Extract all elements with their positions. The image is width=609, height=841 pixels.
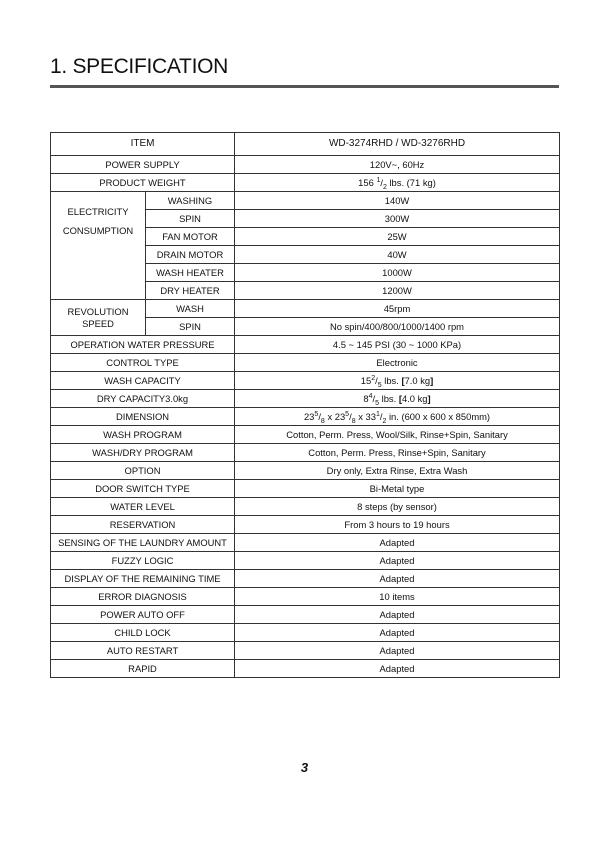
- table-row: [51, 192, 560, 210]
- row-value: 156 $^1/_2$ lbs. (71 kg): [235, 174, 560, 192]
- table-row: [51, 174, 560, 192]
- table-row: [51, 444, 560, 462]
- row-value: 8 steps (by sensor): [235, 498, 560, 516]
- row-sublabel: WASHING: [146, 192, 235, 210]
- row-label: DRY CAPACITY3.0kg: [51, 390, 235, 408]
- row-sublabel: DRAIN MOTOR: [146, 246, 235, 264]
- row-sublabel: WASH: [146, 300, 235, 318]
- row-sublabel: WASH HEATER: [146, 264, 235, 282]
- row-value: Adapted: [235, 606, 560, 624]
- table-row: [51, 354, 560, 372]
- table-row: [51, 642, 560, 660]
- row-label: CHILD LOCK: [51, 624, 235, 642]
- row-value: 10 items: [235, 588, 560, 606]
- table-row: [51, 408, 560, 426]
- row-label: OPERATION WATER PRESSURE: [51, 336, 235, 354]
- header-model: WD-3274RHD / WD-3276RHD: [235, 133, 560, 156]
- page-number: 3: [300, 760, 309, 775]
- row-value: Adapted: [235, 534, 560, 552]
- title-underline: [50, 85, 559, 88]
- row-label: ERROR DIAGNOSIS: [51, 588, 235, 606]
- row-value: $15^2/_5$ lbs. [7.0 kg]: [235, 372, 560, 390]
- revolution-group-label: REVOLUTION SPEED: [51, 300, 146, 336]
- row-sublabel: SPIN: [146, 210, 235, 228]
- row-value: No spin/400/800/1000/1400 rpm: [235, 318, 560, 336]
- table-row: [51, 300, 560, 318]
- table-row: [51, 390, 560, 408]
- row-label: WASH/DRY PROGRAM: [51, 444, 235, 462]
- row-value: 300W: [235, 210, 560, 228]
- table-row: [51, 462, 560, 480]
- specification-table: [50, 132, 560, 678]
- row-value: Adapted: [235, 552, 560, 570]
- row-value: 4.5 ~ 145 PSI (30 ~ 1000 KPa): [235, 336, 560, 354]
- row-label: PRODUCT WEIGHT: [51, 174, 235, 192]
- row-sublabel: SPIN: [146, 318, 235, 336]
- row-value: From 3 hours to 19 hours: [235, 516, 560, 534]
- table-row: [51, 498, 560, 516]
- table-row: [51, 516, 560, 534]
- page-title: 1. SPECIFICATION: [50, 55, 229, 78]
- row-value: Adapted: [235, 570, 560, 588]
- table-row: [51, 534, 560, 552]
- row-label: WASH CAPACITY: [51, 372, 235, 390]
- table-header-row: [51, 133, 560, 156]
- row-value: Cotton, Perm. Press, Rinse+Spin, Sanitary: [235, 444, 560, 462]
- row-value: Cotton, Perm. Press, Wool/Silk, Rinse+Spin, Sanitary: [235, 426, 560, 444]
- row-value: 140W: [235, 192, 560, 210]
- row-value: Dry only, Extra Rinse, Extra Wash: [235, 462, 560, 480]
- row-value: 1200W: [235, 282, 560, 300]
- table-row: [51, 372, 560, 390]
- row-value: $23^5/_8$ x $23^5/_8$ x $33^1/_2$ in. (600 x 600 x 850mm): [235, 408, 560, 426]
- row-sublabel: DRY HEATER: [146, 282, 235, 300]
- row-label: WATER LEVEL: [51, 498, 235, 516]
- row-value: 45rpm: [235, 300, 560, 318]
- row-label: DOOR SWITCH TYPE: [51, 480, 235, 498]
- row-label: SENSING OF THE LAUNDRY AMOUNT: [51, 534, 235, 552]
- row-label: RAPID: [51, 660, 235, 678]
- row-label: POWER SUPPLY: [51, 156, 235, 174]
- row-label: POWER AUTO OFF: [51, 606, 235, 624]
- row-label: WASH PROGRAM: [51, 426, 235, 444]
- row-value: Electronic: [235, 354, 560, 372]
- row-label: OPTION: [51, 462, 235, 480]
- row-label: RESERVATION: [51, 516, 235, 534]
- row-value: Adapted: [235, 624, 560, 642]
- row-label: DIMENSION: [51, 408, 235, 426]
- row-value: 1000W: [235, 264, 560, 282]
- table-row: [51, 624, 560, 642]
- table-row: [51, 156, 560, 174]
- table-row: [51, 660, 560, 678]
- row-label: FUZZY LOGIC: [51, 552, 235, 570]
- table-row: [51, 480, 560, 498]
- table-row: [51, 606, 560, 624]
- row-value: 25W: [235, 228, 560, 246]
- electricity-group-label: ELECTRICITY CONSUMPTION: [51, 192, 146, 300]
- table-row: [51, 588, 560, 606]
- row-label: AUTO RESTART: [51, 642, 235, 660]
- row-value: Adapted: [235, 660, 560, 678]
- row-value: 40W: [235, 246, 560, 264]
- table-row: [51, 552, 560, 570]
- row-value: $8^4/_5$ lbs. [4.0 kg]: [235, 390, 560, 408]
- row-value: 120V~, 60Hz: [235, 156, 560, 174]
- row-sublabel: FAN MOTOR: [146, 228, 235, 246]
- row-label: DISPLAY OF THE REMAINING TIME: [51, 570, 235, 588]
- row-value: Adapted: [235, 642, 560, 660]
- table-row: [51, 336, 560, 354]
- row-label: CONTROL TYPE: [51, 354, 235, 372]
- table-row: [51, 570, 560, 588]
- table-row: [51, 426, 560, 444]
- row-value: Bi-Metal type: [235, 480, 560, 498]
- header-item: ITEM: [51, 133, 235, 156]
